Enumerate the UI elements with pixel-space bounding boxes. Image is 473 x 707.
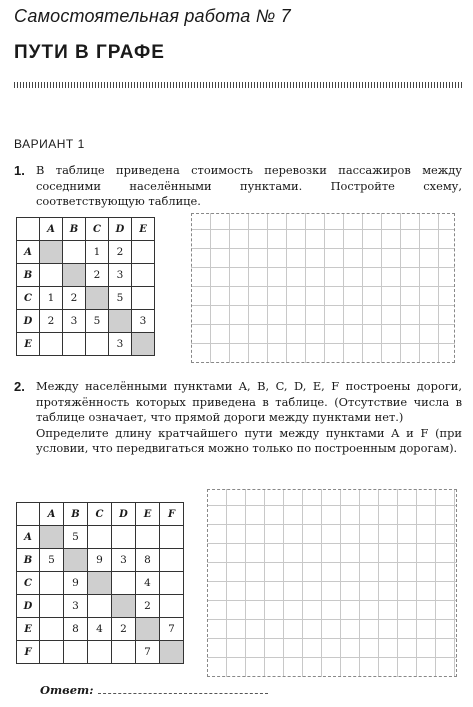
table-cell	[112, 595, 136, 618]
task-2-table	[16, 502, 184, 664]
table-cell	[88, 572, 112, 595]
table-cell	[160, 641, 184, 664]
table-cell: 9	[64, 572, 88, 595]
column-header: B	[63, 218, 86, 241]
column-header: C	[86, 218, 109, 241]
table-cell	[132, 333, 155, 356]
task-1-table	[16, 217, 155, 356]
table-cell: 2	[112, 618, 136, 641]
table-row	[17, 264, 155, 287]
table-cell: 2	[109, 241, 132, 264]
table-row	[17, 287, 155, 310]
row-header: D	[17, 310, 40, 333]
table-row	[17, 526, 184, 549]
row-header: B	[17, 549, 40, 572]
table-cell	[132, 264, 155, 287]
column-header: B	[64, 503, 88, 526]
row-header: E	[17, 333, 40, 356]
table-cell	[160, 526, 184, 549]
table-cell: 2	[40, 310, 63, 333]
table-row	[17, 549, 184, 572]
column-header: D	[109, 218, 132, 241]
table-cell	[64, 641, 88, 664]
table-cell	[40, 595, 64, 618]
row-header: F	[17, 641, 40, 664]
table-cell: 2	[86, 264, 109, 287]
table-row	[17, 310, 155, 333]
row-header: A	[17, 526, 40, 549]
column-header: E	[132, 218, 155, 241]
task-1-grid[interactable]	[191, 213, 455, 363]
answer-line[interactable]	[98, 693, 268, 694]
table-cell	[40, 333, 63, 356]
row-header: C	[17, 287, 40, 310]
table-cell	[136, 618, 160, 641]
table-cell: 8	[64, 618, 88, 641]
task-2-grid[interactable]	[207, 489, 457, 677]
table-cell: 3	[132, 310, 155, 333]
column-header: A	[40, 218, 63, 241]
table-cell	[132, 241, 155, 264]
table-cell	[160, 595, 184, 618]
column-header: D	[112, 503, 136, 526]
task-1	[14, 163, 462, 210]
table-cell	[88, 595, 112, 618]
table-cell: 4	[136, 572, 160, 595]
variant-label: ВАРИАНТ 1	[14, 137, 85, 151]
divider-rule	[14, 82, 462, 88]
page-title: Самостоятельная работа № 7	[14, 6, 291, 26]
row-header: B	[17, 264, 40, 287]
table-cell	[160, 549, 184, 572]
table-cell	[112, 526, 136, 549]
task-2-question: Определите длину кратчайшего пути между пунктами A и F (при условии, что передвигаться можно только по построенным дорогам).	[36, 425, 462, 455]
table-row	[17, 641, 184, 664]
table-cell: 5	[109, 287, 132, 310]
table-cell	[136, 526, 160, 549]
table-cell: 3	[63, 310, 86, 333]
table-cell: 1	[40, 287, 63, 310]
table-cell	[86, 333, 109, 356]
table-cell	[64, 549, 88, 572]
answer-label: Ответ:	[40, 683, 94, 697]
table-cell	[109, 310, 132, 333]
table-cell: 5	[86, 310, 109, 333]
table-cell	[40, 526, 64, 549]
task-2-text: Между населёнными пунктами A, B, C, D, E, F построены дороги, протяжённость которых приведена в таблице. (Отсутствие числа в таблице означает, что прямой дороги между пунктами нет.)	[36, 379, 462, 424]
table-cell	[63, 264, 86, 287]
task-2-number: 2.	[14, 379, 25, 394]
table-cell	[40, 241, 63, 264]
table-cell	[40, 264, 63, 287]
table-cell: 3	[112, 549, 136, 572]
table-cell: 2	[63, 287, 86, 310]
table-cell	[132, 287, 155, 310]
table-row	[17, 333, 155, 356]
task-1-text: В таблице приведена стоимость перевозки пассажиров между соседними населёнными пунктами. Постройте схему, соответствующую таблице.	[36, 163, 462, 208]
table-corner	[17, 218, 40, 241]
table-cell	[40, 572, 64, 595]
table-cell: 5	[40, 549, 64, 572]
row-header: D	[17, 595, 40, 618]
table-cell	[63, 333, 86, 356]
task-1-number: 1.	[14, 163, 25, 178]
task-2	[14, 379, 462, 457]
table-cell	[40, 641, 64, 664]
table-row	[17, 595, 184, 618]
table-cell: 8	[136, 549, 160, 572]
table-corner	[17, 503, 40, 526]
table-cell: 2	[136, 595, 160, 618]
table-cell: 7	[160, 618, 184, 641]
table-cell	[112, 641, 136, 664]
row-header: A	[17, 241, 40, 264]
table-cell	[88, 526, 112, 549]
table-cell: 7	[136, 641, 160, 664]
table-cell: 5	[64, 526, 88, 549]
table-cell	[160, 572, 184, 595]
table-cell: 4	[88, 618, 112, 641]
column-header: E	[136, 503, 160, 526]
column-header: A	[40, 503, 64, 526]
table-cell	[86, 287, 109, 310]
table-row	[17, 572, 184, 595]
table-cell	[88, 641, 112, 664]
page-subtitle: ПУТИ В ГРАФЕ	[14, 42, 165, 63]
row-header: E	[17, 618, 40, 641]
table-cell: 3	[109, 264, 132, 287]
table-cell: 1	[86, 241, 109, 264]
column-header: F	[160, 503, 184, 526]
table-cell: 3	[64, 595, 88, 618]
table-cell	[40, 618, 64, 641]
table-cell: 9	[88, 549, 112, 572]
table-cell	[63, 241, 86, 264]
table-cell	[112, 572, 136, 595]
table-cell: 3	[109, 333, 132, 356]
table-row	[17, 241, 155, 264]
table-row	[17, 618, 184, 641]
column-header: C	[88, 503, 112, 526]
row-header: C	[17, 572, 40, 595]
